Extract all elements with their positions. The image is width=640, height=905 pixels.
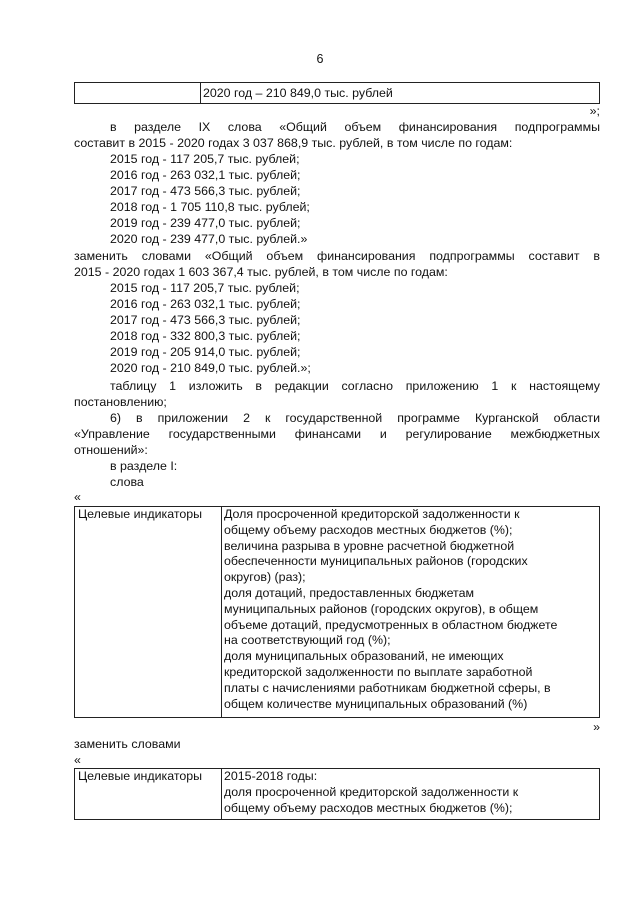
year-line: 2018 год - 1 705 110,8 тыс. рублей; [110,200,310,214]
indicator-line: доля дотаций, предоставленных бюджетам [224,585,475,600]
indicator-line: на соответствующий год (%); [224,633,391,648]
table-instruction: таблицу 1 изложить в редакции согласно приложению 1 к настоящему [110,379,600,393]
opening-quote: « [74,753,81,767]
year-line: 2017 год - 473 566,3 тыс. рублей; [110,313,301,327]
indicator-line: общему объему расходов местных бюджетов (%); [224,800,513,815]
opening-quote: « [74,490,81,504]
year-line: 2016 год - 263 032,1 тыс. рублей; [110,297,301,311]
section9-intro: в разделе IX слова «Общий объем финансирования подпрограммы [110,120,600,134]
replace-intro-cont: 2015 - 2020 годах 1 603 367,4 тыс. рублей, в том числе по годам: [74,265,448,279]
table-divider [200,83,201,103]
indicators-table-old [74,506,600,718]
table-divider [221,769,222,819]
top-table-cell: 2020 год – 210 849,0 тыс. рублей [203,86,393,100]
indicator-lines [224,769,596,816]
indicator-label: Целевые индикаторы [78,769,203,783]
indicator-line: Доля просроченной кредиторской задолженности к [224,507,520,521]
closing-quote: »; [589,104,600,118]
table-instruction-cont: постановлению; [74,395,167,409]
indicators-table-new [74,768,600,820]
page-number: 6 [316,52,324,66]
year-line: 2020 год - 210 849,0 тыс. рублей.»; [110,361,311,375]
indicator-line: кредиторской задолженности по выплате заработной [224,664,533,679]
indicator-line: муниципальных районов (городских округов), в общем [224,601,539,616]
year-line: 2020 год - 239 477,0 тыс. рублей.» [110,232,308,246]
top-table-fragment [74,82,600,104]
indicator-line: платы с начислениями работникам бюджетной сферы, в [224,680,551,695]
indicator-line: доля просроченной кредиторской задолженности к [224,784,519,799]
indicator-line: округов) (раз); [224,570,306,585]
closing-quote: » [593,720,600,734]
indicator-line: величина разрыва в уровне расчетной бюджетной [224,538,515,553]
item6-line: отношений»: [74,443,148,457]
year-line: 2016 год - 263 032,1 тыс. рублей; [110,168,301,182]
indicator-lines [224,507,596,712]
indicator-line: доля муниципальных образований, не имеющих [224,649,504,664]
year-line: 2019 год - 239 477,0 тыс. рублей; [110,216,301,230]
replace-words: заменить словами [74,737,181,751]
indicator-line: объеме дотаций, предусмотренных в областном бюджете [224,617,558,632]
item6-line: слова [110,475,144,489]
year-line: 2015 год - 117 205,7 тыс. рублей; [110,152,300,166]
table-divider [221,507,222,717]
year-line: 2017 год - 473 566,3 тыс. рублей; [110,184,301,198]
section9-intro-cont: составит в 2015 - 2020 годах 3 037 868,9 тыс. рублей, в том числе по годам: [74,136,513,150]
year-line: 2018 год - 332 800,3 тыс. рублей; [110,329,301,343]
indicator-line: общему объему расходов местных бюджетов (%); [224,522,513,537]
item6-line: в разделе I: [110,459,178,473]
indicator-line: 2015-2018 годы: [224,769,318,783]
indicator-line: обеспеченности муниципальных районов (городских [224,554,528,569]
item6-line: 6) в приложении 2 к государственной программе Курганской области [110,411,600,425]
year-line: 2019 год - 205 914,0 тыс. рублей; [110,345,301,359]
item6-line: «Управление государственными финансами и регулирование межбюджетных [74,427,600,441]
indicator-line: общем количестве муниципальных образований (%) [224,696,528,711]
replace-intro: заменить словами «Общий объем финансирования подпрограммы составит в [74,249,600,263]
indicator-label: Целевые индикаторы [78,507,203,521]
year-line: 2015 год - 117 205,7 тыс. рублей; [110,281,300,295]
